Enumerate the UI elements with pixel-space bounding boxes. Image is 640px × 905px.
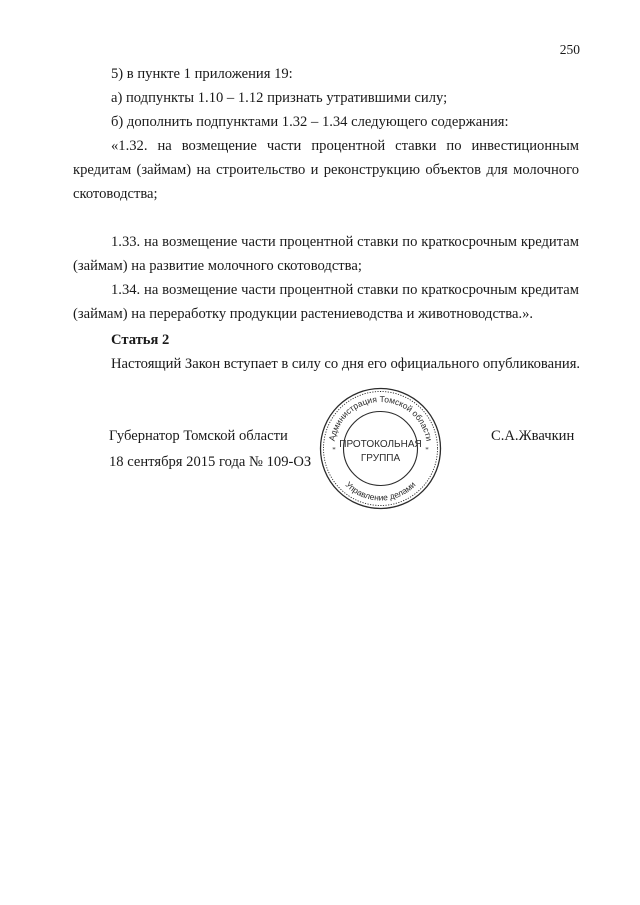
paragraph-item-5: 5) в пункте 1 приложения 19: [111, 66, 293, 82]
official-stamp [318, 386, 443, 511]
clause-1-32-line-1: «1.32. на возмещение части процентной ставки по инвестиционным [111, 138, 579, 154]
stamp-center-line-1: ПРОТОКОЛЬНАЯ [339, 439, 422, 450]
signature-name: С.А.Жвачкин [491, 428, 575, 444]
article-heading: Статья 2 [111, 332, 170, 348]
paragraph-subitem-a: а) подпункты 1.10 – 1.12 признать утратившими силу; [111, 90, 448, 106]
clause-1-33-line-1: 1.33. на возмещение части процентной ставки по краткосрочным кредитам [111, 234, 579, 250]
clause-1-32-line-2: кредитам (займам) на строительство и реконструкцию объектов для молочного [73, 162, 579, 178]
stamp-ring-top-text: Администрация Томской области [326, 393, 435, 442]
page-number: 250 [559, 42, 580, 57]
article-text: Настоящий Закон вступает в силу со дня его официального опубликования. [111, 356, 581, 372]
clause-1-34-line-2: (займам) на переработку продукции растениеводства и животноводства.». [73, 306, 534, 322]
law-date-number: 18 сентября 2015 года № 109-ОЗ [109, 454, 312, 470]
stamp-star-left: * [332, 446, 336, 454]
stamp-star-right: * [425, 446, 429, 454]
paragraph-subitem-b: б) дополнить подпунктами 1.32 – 1.34 следующего содержания: [111, 114, 509, 130]
clause-1-33-line-2: (займам) на развитие молочного скотоводства; [73, 258, 362, 274]
stamp-ring-bottom-text: Управление делами [343, 479, 418, 503]
clause-1-34-line-1: 1.34. на возмещение части процентной ставки по краткосрочным кредитам [111, 282, 579, 298]
stamp-center-line-2: ГРУППА [360, 453, 401, 464]
clause-1-32-line-3: скотоводства; [73, 186, 158, 202]
signature-position: Губернатор Томской области [109, 428, 288, 444]
